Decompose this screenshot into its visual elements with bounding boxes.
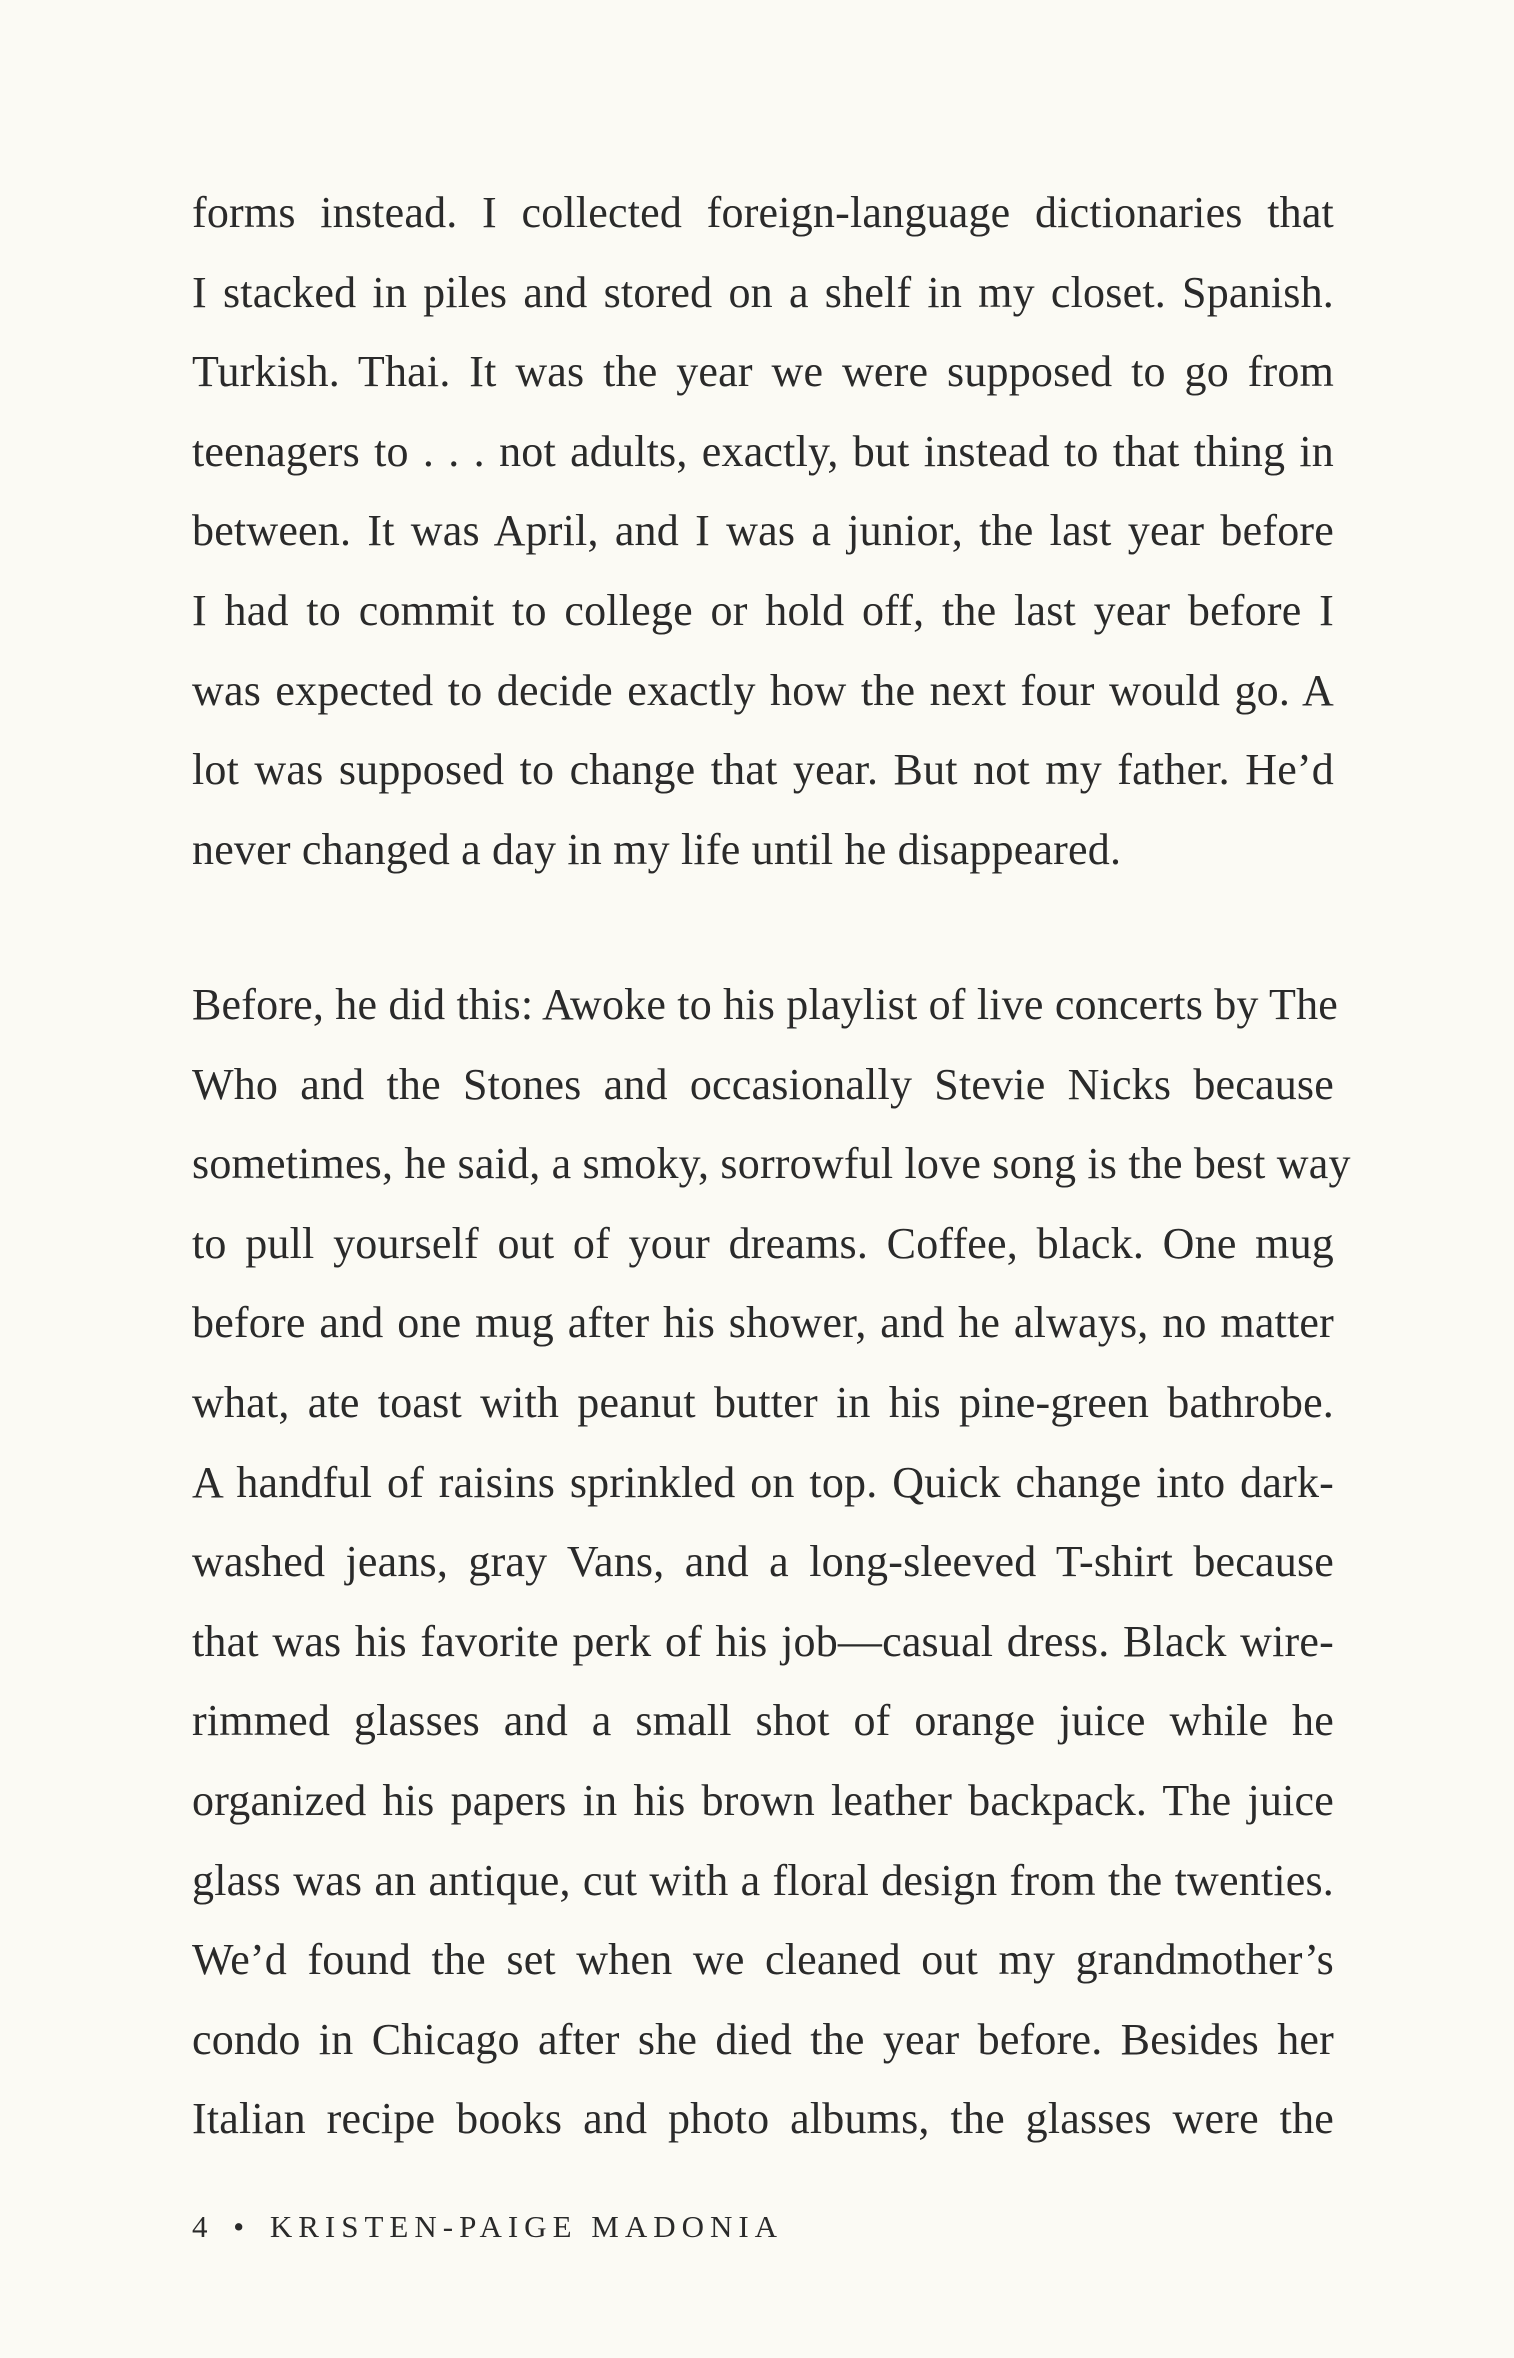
text-line: Who and the Stones and occasionally Stevie Nicks because [192, 1059, 1334, 1109]
text-line: organized his papers in his brown leather backpack. The juice [192, 1775, 1334, 1825]
text-line: Turkish. Thai. It was the year we were supposed to go from [192, 347, 1334, 397]
text-line: I had to commit to college or hold off, the last year before I [192, 585, 1334, 635]
text-line: to pull yourself out of your dreams. Coffee, black. One mug [192, 1218, 1334, 1268]
text-line: that was his favorite perk of his job—casual dress. Black wire- [192, 1616, 1334, 1666]
text-line: A handful of raisins sprinkled on top. Quick change into dark- [192, 1457, 1334, 1507]
text-line: lot was supposed to change that year. But not my father. He’d [192, 745, 1334, 795]
text-line: between. It was April, and I was a junior, the last year before [192, 506, 1334, 556]
text-line: We’d found the set when we cleaned out my grandmother’s [192, 1935, 1334, 1985]
text-line: teenagers to . . . not adults, exactly, but instead to that thing in [192, 426, 1334, 476]
text-line: never changed a day in my life until he disappeared. [192, 824, 1122, 874]
page-number: 4 [192, 2209, 214, 2244]
text-line: sometimes, he said, a smoky, sorrowful love song is the best way [192, 1139, 1351, 1189]
text-line: before and one mug after his shower, and he always, no matter [192, 1298, 1334, 1348]
running-author: KRISTEN-PAIGE MADONIA [269, 2209, 784, 2244]
page-footer [192, 2209, 783, 2245]
text-line: what, ate toast with peanut butter in his pine-green bathrobe. [192, 1377, 1334, 1427]
text-line: rimmed glasses and a small shot of orange juice while he [192, 1696, 1334, 1746]
text-line: Before, he did this: Awoke to his playlist of live concerts by The [192, 980, 1339, 1029]
paragraph-1 [192, 173, 1334, 889]
bullet-separator: • [233, 2209, 251, 2244]
text-line: forms instead. I collected foreign-language dictionaries that [192, 188, 1334, 237]
text-line: Italian recipe books and photo albums, the glasses were the [192, 2094, 1334, 2144]
text-line: I stacked in piles and stored on a shelf in my closet. Spanish. [192, 267, 1334, 317]
text-line: washed jeans, gray Vans, and a long-sleeved T-shirt because [192, 1537, 1334, 1587]
paragraph-2 [192, 965, 1351, 2159]
text-line: condo in Chicago after she died the year before. Besides her [192, 2014, 1334, 2064]
text-line: was expected to decide exactly how the next four would go. A [192, 665, 1334, 715]
text-line: glass was an antique, cut with a floral design from the twenties. [192, 1855, 1334, 1905]
